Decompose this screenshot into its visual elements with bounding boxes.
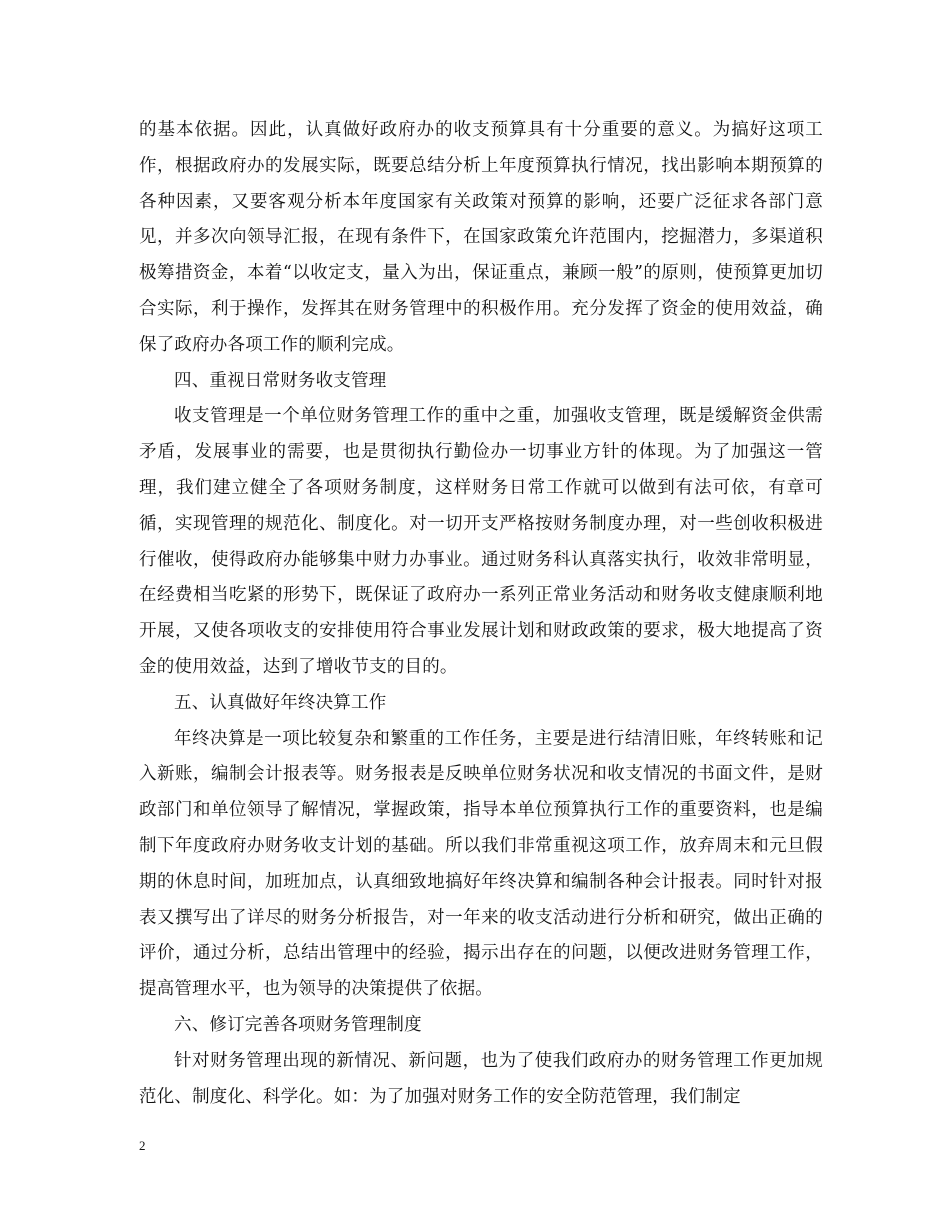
section-heading-financial-rules: 六、修订完善各项财务管理制度 xyxy=(174,1014,422,1035)
paragraph-financial-rules: 针对财务管理出现的新情况、新问题，也为了使我们政府办的财务管理工作更加规范化、制度化、科学化。如：为了加强对财务工作的安全防范管理，我们制定 xyxy=(139,1050,823,1107)
paragraph-revenue-expenditure-management: 收支管理是一个单位财务管理工作的重中之重，加强收支管理，既是缓解资金供需矛盾，发展事业的需要，也是贯彻执行勤俭办一切事业方针的体现。为了加强这一管理，我们建立健全了各项财务制度，这样财务日常工作就可以做到有法可依，有章可循，实现管理的规范化、制度化。对一切开支严格按财务制度办理，对一些创收积极进行催收，使得政府办能够集中财力办事业。通过财务科认真落实执行，收效非常明显，在经费相当吃紧的形势下，既保证了政府办一系列正常业务活动和财务收支健康顺利地开展，又使各项收支的安排使用符合事业发展计划和财政政策的要求，极大地提高了资金的使用效益，达到了增收节支的目的。 xyxy=(139,406,823,677)
page-number: 2 xyxy=(139,1138,146,1153)
document-body xyxy=(139,113,823,1115)
section-heading-year-end-accounts: 五、认真做好年终决算工作 xyxy=(174,692,387,713)
paragraph-budget-continuation: 的基本依据。因此，认真做好政府办的收支预算具有十分重要的意义。为搞好这项工作，根据政府办的发展实际，既要总结分析上年度预算执行情况，找出影响本期预算的各种因素，又要客观分析本年度国家有关政策对预算的影响，还要广泛征求各部门意见，并多次向领导汇报，在现有条件下，在国家政策允许范围内，挖掘潜力，多渠道积极筹措资金，本着“以收定支，量入为出，保证重点，兼顾一般”的原则，使预算更加切合实际，利于操作，发挥其在财务管理中的积极作用。充分发挥了资金的使用效益，确保了政府办各项工作的顺利完成。 xyxy=(139,120,823,355)
section-heading-daily-revenue-expenditure: 四、重视日常财务收支管理 xyxy=(174,370,387,391)
paragraph-year-end-accounts: 年终决算是一项比较复杂和繁重的工作任务，主要是进行结清旧账，年终转账和记入新账，编制会计报表等。财务报表是反映单位财务状况和收支情况的书面文件，是财政部门和单位领导了解情况，掌握政策，指导本单位预算执行工作的重要资料，也是编制下年度政府办财务收支计划的基础。所以我们非常重视这项工作，放弃周末和元旦假期的休息时间，加班加点，认真细致地搞好年终决算和编制各种会计报表。同时针对报表又撰写出了详尽的财务分析报告，对一年来的收支活动进行分析和研究，做出正确的评价，通过分析，总结出管理中的经验，揭示出存在的问题，以便改进财务管理工作，提高管理水平，也为领导的决策提供了依据。 xyxy=(139,728,823,1000)
